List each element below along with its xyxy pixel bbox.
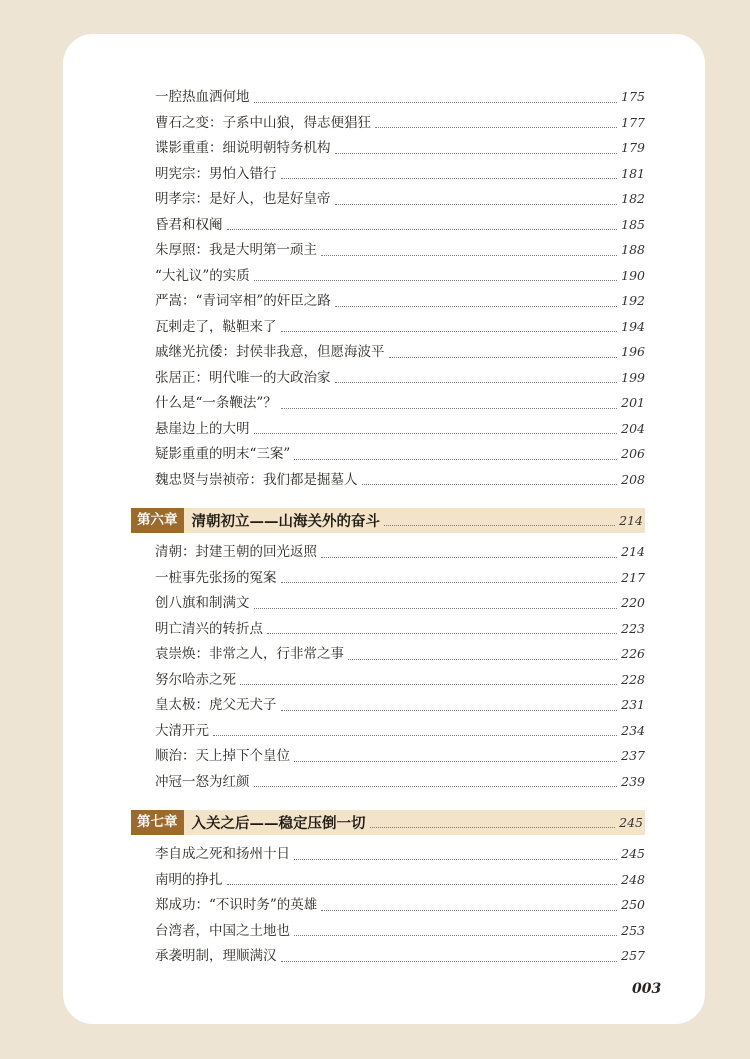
- toc-entry-title: 戚继光抗倭：封侯非我意，但愿海波平: [155, 344, 385, 360]
- dot-leader: [254, 101, 618, 103]
- dot-leader: [254, 607, 618, 609]
- toc-entry-page: 182: [621, 191, 645, 206]
- toc-entry-page: 214: [621, 544, 645, 559]
- toc-entry-title: 清朝：封建王朝的回光返照: [155, 544, 317, 560]
- dot-leader: [254, 279, 617, 281]
- toc-entry-title: 创八旗和制满文: [155, 595, 250, 611]
- dot-leader: [227, 228, 618, 230]
- toc-entry-page: 204: [621, 420, 645, 436]
- toc-entry[interactable]: [131, 918, 645, 944]
- toc-entry-title: 疑影重重的明末“三案”: [155, 446, 291, 462]
- dot-leader: [281, 960, 618, 962]
- toc-entry-page: 177: [621, 114, 645, 130]
- toc-entry-page: 199: [621, 369, 645, 385]
- dot-leader: [281, 709, 618, 711]
- toc-entry[interactable]: [131, 135, 645, 161]
- dot-leader: [362, 483, 618, 485]
- toc-entry[interactable]: [131, 110, 645, 136]
- dot-leader: [294, 458, 617, 460]
- toc-entry[interactable]: [131, 769, 645, 795]
- toc-entry-page: 208: [621, 471, 645, 487]
- toc-entry-page: 179: [621, 140, 645, 155]
- toc-entry-page: 196: [621, 344, 645, 359]
- toc-entry-title: 一腔热血洒何地: [155, 89, 250, 105]
- dot-leader: [335, 305, 617, 307]
- toc-entry-page: 250: [621, 897, 645, 912]
- toc-entry[interactable]: [131, 161, 645, 187]
- toc-entry[interactable]: [131, 339, 645, 365]
- toc-entry-title: 明亡清兴的转折点: [155, 620, 263, 637]
- toc-entry-title: 明孝宗：是好人，也是好皇帝: [155, 191, 331, 207]
- toc-entry-page: 226: [621, 646, 645, 661]
- toc-entry-title: 昏君和权阉: [155, 216, 223, 233]
- chapter-7-page: 245: [619, 815, 643, 830]
- toc-entry[interactable]: [131, 416, 645, 442]
- toc-entry-title: 谍影重重：细说明朝特务机构: [155, 140, 331, 156]
- toc-entry-page: 253: [621, 922, 645, 938]
- toc-entry[interactable]: [131, 867, 645, 893]
- toc-entry-page: 194: [621, 318, 645, 334]
- dot-leader: [281, 407, 617, 409]
- toc-entry[interactable]: [131, 943, 645, 969]
- toc-entry-title: 郑成功：“不识时务”的英雄: [155, 897, 318, 913]
- toc-entry-title: 冲冠一怒为红颜: [155, 773, 250, 790]
- dot-leader: [389, 356, 618, 358]
- toc-entry-page: 206: [621, 446, 645, 461]
- toc-entry-title: 明宪宗：男怕入错行: [155, 165, 277, 182]
- toc-entry[interactable]: [131, 841, 645, 867]
- toc-entry-title: 努尔哈赤之死: [155, 671, 236, 688]
- chapter-7-number: 第七章: [131, 810, 184, 835]
- toc-entry-title: 张居正：明代唯一的大政治家: [155, 369, 331, 386]
- toc-entry[interactable]: [131, 667, 645, 693]
- toc-entry-page: 223: [621, 620, 645, 636]
- dot-leader: [240, 683, 617, 685]
- dot-leader: [294, 858, 617, 860]
- dot-leader: [321, 254, 617, 256]
- table-of-contents: [131, 84, 645, 969]
- toc-entry-title: 台湾者，中国之土地也: [155, 922, 290, 939]
- chapter-7-title: 入关之后——稳定压倒一切: [191, 815, 366, 832]
- toc-entry[interactable]: [131, 692, 645, 718]
- dot-leader: [321, 909, 617, 911]
- toc-entry[interactable]: [131, 892, 645, 918]
- toc-entry[interactable]: [131, 263, 645, 289]
- toc-entry-title: 大清开元: [155, 722, 209, 739]
- toc-entry[interactable]: [131, 590, 645, 616]
- toc-entry[interactable]: [131, 288, 645, 314]
- toc-entry[interactable]: [131, 616, 645, 642]
- chapter-6-number: 第六章: [131, 508, 184, 533]
- toc-entry-title: 严嵩：“青词宰相”的奸臣之路: [155, 293, 331, 309]
- dot-leader: [294, 934, 617, 936]
- toc-entry[interactable]: [131, 718, 645, 744]
- dot-leader: [267, 632, 617, 634]
- toc-entry-title: 魏忠贤与崇祯帝：我们都是掘墓人: [155, 471, 358, 488]
- dot-leader: [321, 556, 617, 558]
- entry-group-3: [131, 841, 645, 969]
- toc-entry-title: 袁崇焕：非常之人，行非常之事: [155, 646, 344, 662]
- chapter-7-heading[interactable]: [131, 810, 645, 835]
- toc-entry[interactable]: [131, 237, 645, 263]
- entry-group-1: [131, 84, 645, 492]
- toc-entry-page: 188: [621, 242, 645, 257]
- dot-leader: [370, 826, 616, 828]
- toc-entry-page: 257: [621, 948, 645, 963]
- toc-entry-page: 237: [621, 748, 645, 763]
- toc-entry[interactable]: [131, 641, 645, 667]
- toc-entry-title: 什么是“一条鞭法”？: [155, 395, 277, 411]
- dot-leader: [375, 126, 617, 128]
- dot-leader: [335, 152, 618, 154]
- toc-entry-page: 245: [621, 846, 645, 861]
- toc-entry-page: 192: [621, 293, 645, 308]
- toc-entry-page: 248: [621, 871, 645, 887]
- toc-entry-title: 南明的挣扎: [155, 871, 223, 888]
- toc-entry-title: 瓦剌走了，鞑靼来了: [155, 318, 277, 335]
- toc-entry[interactable]: [131, 365, 645, 391]
- toc-entry-title: 顺治：天上掉下个皇位: [155, 748, 290, 764]
- toc-entry-page: 239: [621, 773, 645, 789]
- toc-entry[interactable]: [131, 467, 645, 493]
- toc-entry[interactable]: [131, 539, 645, 565]
- toc-entry-title: 悬崖边上的大明: [155, 420, 250, 437]
- toc-entry-title: 皇太极：虎父无犬子: [155, 697, 277, 713]
- dot-leader: [254, 432, 618, 434]
- toc-entry[interactable]: [131, 186, 645, 212]
- toc-entry-page: 201: [621, 395, 645, 410]
- dot-leader: [335, 203, 618, 205]
- dot-leader: [384, 524, 615, 526]
- chapter-6-title: 清朝初立——山海关外的奋斗: [191, 513, 380, 530]
- toc-entry-page: 228: [621, 671, 645, 687]
- toc-entry-page: 185: [621, 216, 645, 232]
- toc-entry-title: 朱厚照：我是大明第一顽主: [155, 242, 317, 258]
- toc-entry-page: 234: [621, 722, 645, 738]
- toc-entry-title: 承袭明制，理顺满汉: [155, 948, 277, 964]
- dot-leader: [281, 581, 618, 583]
- toc-entry-page: 190: [621, 267, 645, 283]
- dot-leader: [281, 330, 618, 332]
- dot-leader: [213, 734, 617, 736]
- toc-entry[interactable]: [131, 565, 645, 591]
- toc-entry[interactable]: [131, 84, 645, 110]
- toc-entry-page: 175: [621, 89, 645, 104]
- chapter-6-heading[interactable]: [131, 508, 645, 533]
- entry-group-2: [131, 539, 645, 794]
- toc-entry[interactable]: [131, 390, 645, 416]
- toc-entry-page: 181: [621, 165, 645, 181]
- dot-leader: [335, 381, 618, 383]
- dot-leader: [227, 883, 618, 885]
- toc-entry-page: 217: [621, 569, 645, 585]
- toc-entry-title: 一桩事先张扬的冤案: [155, 569, 277, 586]
- dot-leader: [281, 177, 618, 179]
- toc-entry-page: 220: [621, 595, 645, 610]
- toc-entry-title: 曹石之变：子系中山狼，得志便猖狂: [155, 114, 371, 131]
- toc-entry[interactable]: [131, 743, 645, 769]
- dot-leader: [348, 658, 617, 660]
- toc-entry-title: 李自成之死和扬州十日: [155, 846, 290, 862]
- toc-entry[interactable]: [131, 441, 645, 467]
- toc-entry-page: 231: [621, 697, 645, 712]
- dot-leader: [294, 760, 617, 762]
- page-number: 003: [632, 981, 662, 997]
- dot-leader: [254, 785, 618, 787]
- toc-entry[interactable]: [131, 314, 645, 340]
- chapter-6-page: 214: [619, 513, 643, 528]
- toc-entry-title: “大礼议”的实质: [155, 267, 250, 284]
- toc-entry[interactable]: [131, 212, 645, 238]
